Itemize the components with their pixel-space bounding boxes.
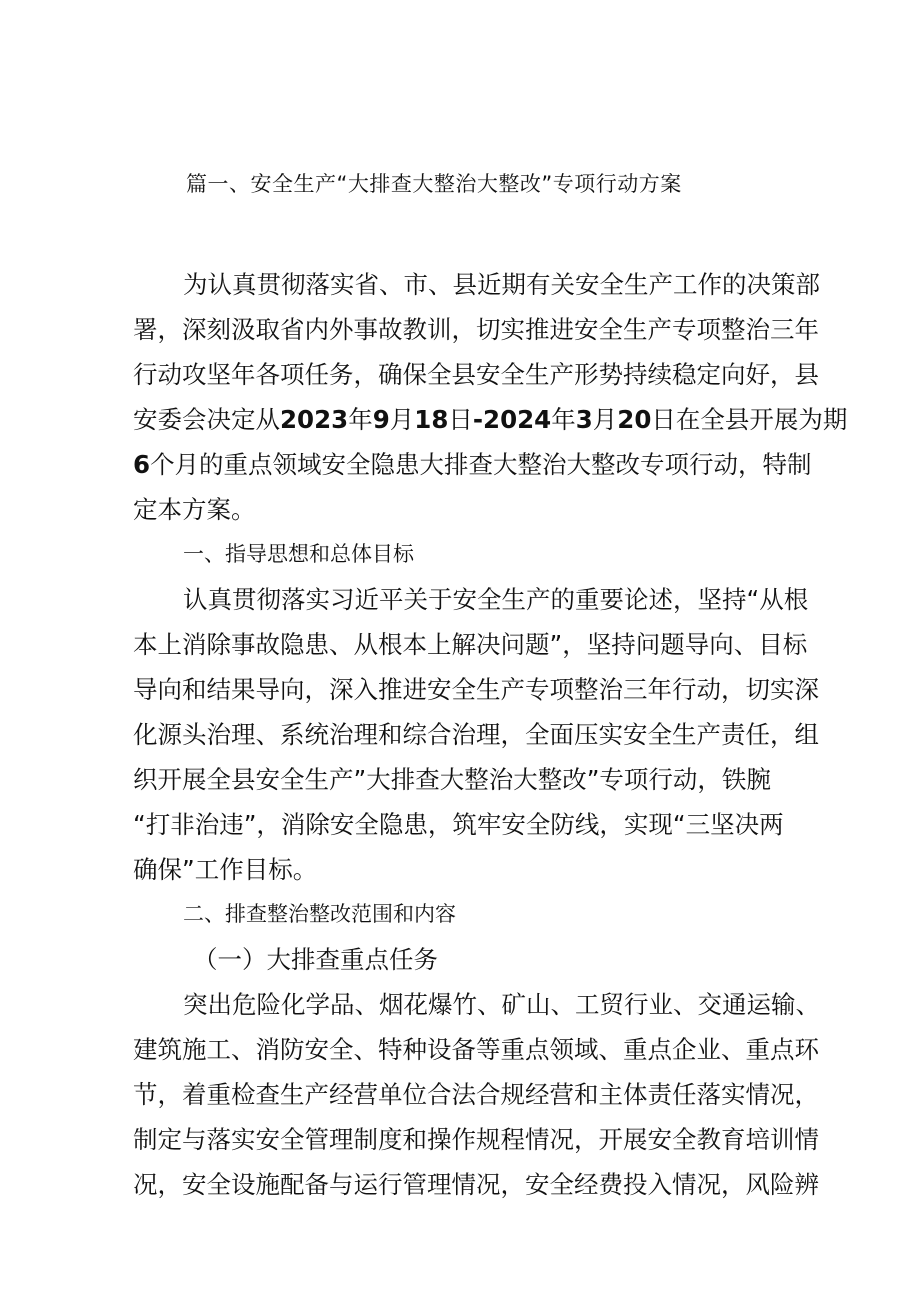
document-title: 篇一、安全生产“大排查大整治大整改”专项行动方案: [186, 172, 682, 196]
section-2-line: 况，安全设施配备与运行管理情况，安全经费投入情况，风险辨: [133, 1170, 819, 1199]
section-2-line: 突出危险化学品、烟花爆竹、矿山、工贸行业、交通运输、: [183, 990, 820, 1019]
intro-line-4: [133, 397, 848, 442]
intro-line-6: 定本方案。: [133, 495, 256, 524]
section-1-line: 确保”工作目标。: [133, 855, 318, 884]
section-1-heading: 一、指导思想和总体目标: [183, 542, 414, 566]
section-2-line: 节，着重检查生产经营单位合法合规经营和主体责任落实情况，: [133, 1080, 819, 1109]
section-1-line: 导向和结果导向，深入推进安全生产专项整治三年行动，切实深: [133, 675, 819, 704]
section-2-line: 制定与落实安全管理制度和操作规程情况，开展安全教育培训情: [133, 1125, 819, 1154]
section-2-line: 建筑施工、消防安全、特种设备等重点领域、重点企业、重点环: [133, 1035, 819, 1064]
section-2-heading: 二、排查整治整改范围和内容: [183, 902, 456, 926]
intro-line-5: [133, 442, 812, 487]
section-1-line: 织开展全县安全生产”大排查大整治大整改”专项行动，铁腕: [133, 765, 771, 794]
duration-months: 6: [133, 450, 151, 479]
intro-text: 日在全县开展为期: [651, 405, 848, 434]
intro-text: 月: [592, 405, 618, 434]
document-body: [133, 262, 848, 1207]
intro-line-1: 为认真贯彻落实省、市、县近期有关安全生产工作的决策部: [183, 270, 820, 299]
date-month: 9: [372, 405, 390, 434]
intro-text: 年: [551, 405, 576, 434]
date-year: -2024: [472, 405, 552, 434]
intro-text: 日: [448, 405, 473, 434]
date-day: 18: [414, 405, 449, 434]
intro-text: 年: [348, 405, 373, 434]
intro-text: 月: [389, 405, 415, 434]
intro-line-3: 行动攻坚年各项任务，确保全县安全生产形势持续稳定向好，县: [133, 360, 819, 389]
date-year: 2023: [280, 405, 349, 434]
date-month: 3: [575, 405, 593, 434]
intro-text: 个月的重点领域安全隐患大排查大整治大整改专项行动，特制: [150, 450, 812, 479]
section-2-subheading: （一）大排查重点任务: [193, 945, 438, 974]
section-1-line: 认真贯彻落实习近平关于安全生产的重要论述，坚持“从根: [183, 585, 809, 614]
section-1-line: “打非治违”，消除安全隐患，筑牢安全防线，实现“三坚决两: [133, 810, 784, 839]
intro-text: 安委会决定从: [133, 405, 280, 434]
section-1-line: 本上消除事故隐患、从根本上解决问题”，坚持问题导向、目标: [133, 630, 808, 659]
intro-line-2: 署，深刻汲取省内外事故教训，切实推进安全生产专项整治三年: [133, 315, 819, 344]
date-day: 20: [617, 405, 652, 434]
section-1-line: 化源头治理、系统治理和综合治理，全面压实安全生产责任，组: [133, 720, 819, 749]
